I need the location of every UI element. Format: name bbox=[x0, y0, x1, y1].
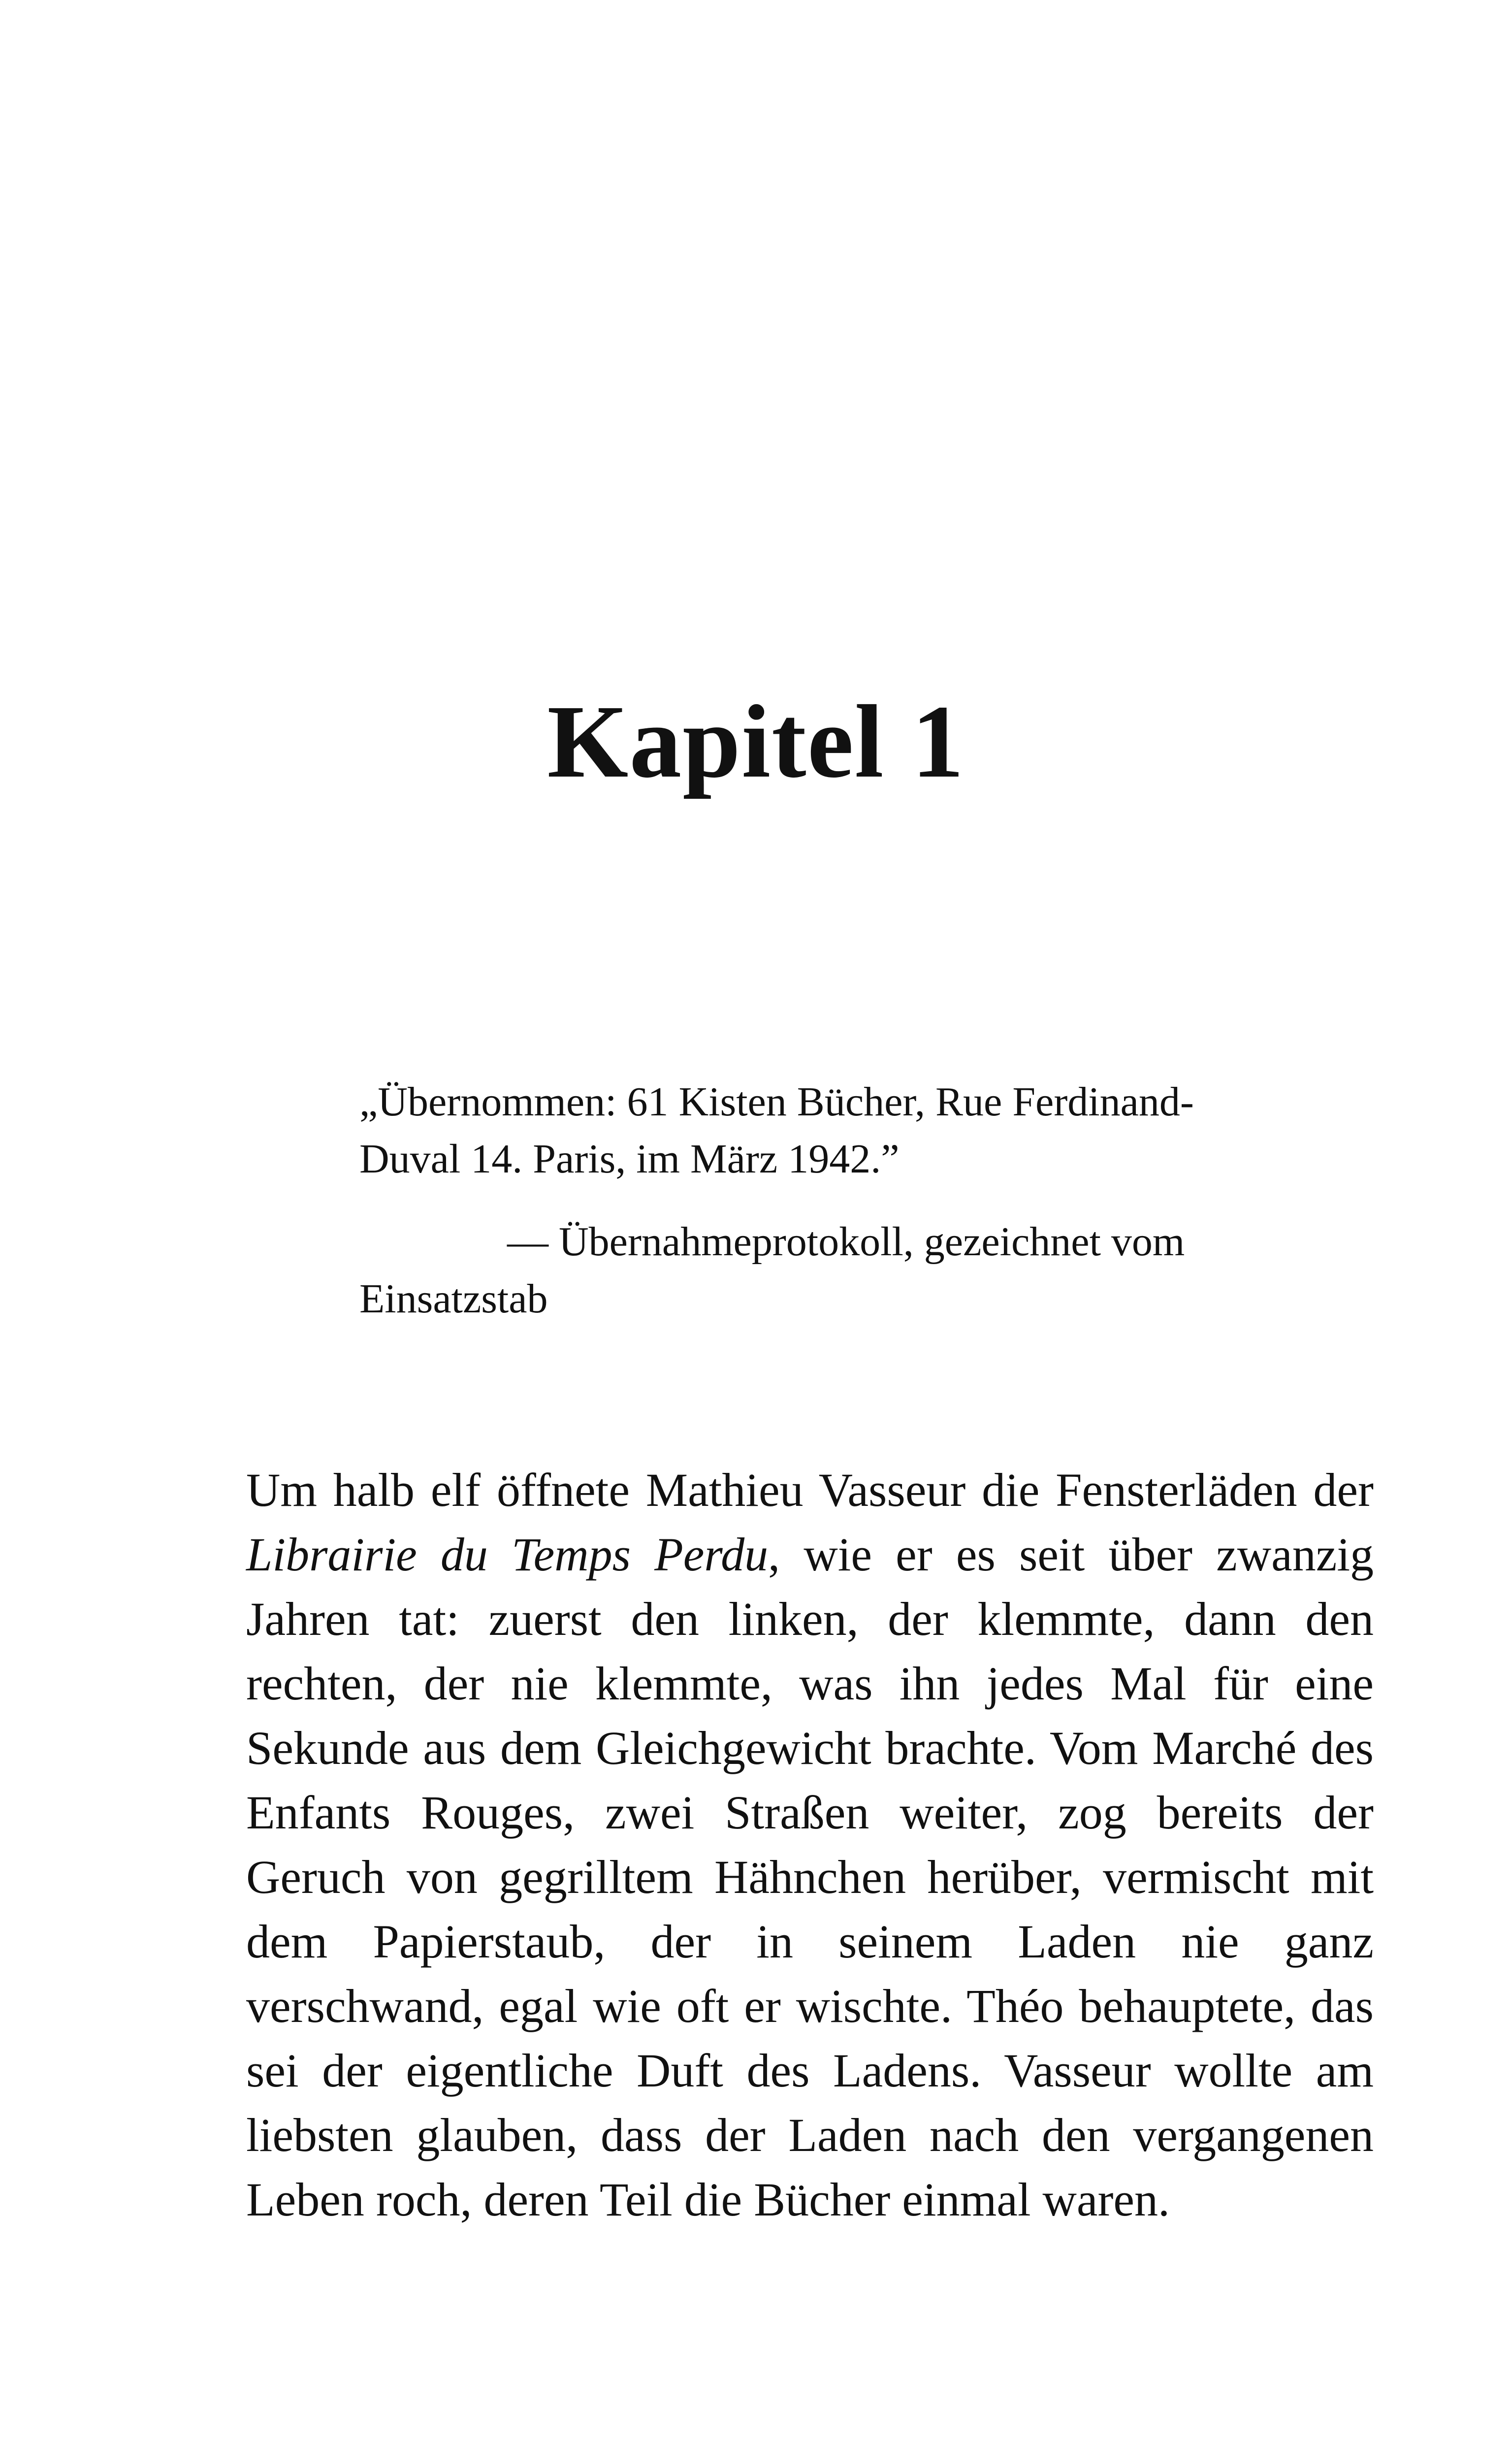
chapter-title: Kapitel 1 bbox=[547, 684, 965, 799]
body-paragraph bbox=[246, 1458, 1374, 2232]
shop-name: Librairie du Temps Perdu bbox=[246, 1528, 769, 1581]
body-text-part-2: , wie er es seit über zwanzig Jahren tat: zuerst den linken, der klemmte, dann den rechten, der nie klemmte, was ihn jedes Mal für eine Sekunde aus dem Gleichgewicht brachte. Vom Marché des Enfants Rouges, zwei Straßen weiter, zog bereits der Geruch von gegrilltem Hähnchen herüber, vermischt mit dem Papierstaub, der in seinem Laden nie ganz verschwand, egal wie oft er wischte. Théo behauptete, das sei der eigentliche Duft des Ladens. Vasseur wollte am liebsten glauben, dass der Laden nach den vergangenen Leben roch, deren Teil die Bücher einmal waren. bbox=[246, 1528, 1374, 2226]
epigraph-quote: „Übernommen: 61 Kisten Bücher, Rue Ferdinand-Duval 14. Paris, im März 1942.” bbox=[359, 1079, 1194, 1182]
body-text-part-1: Um halb elf öffnete Mathieu Vasseur die Fensterläden der bbox=[246, 1464, 1374, 1516]
epigraph-attribution: — Übernahmeprotokoll, gezeichnet vom Einsatzstab bbox=[359, 1219, 1185, 1322]
epigraph bbox=[359, 1074, 1270, 1328]
